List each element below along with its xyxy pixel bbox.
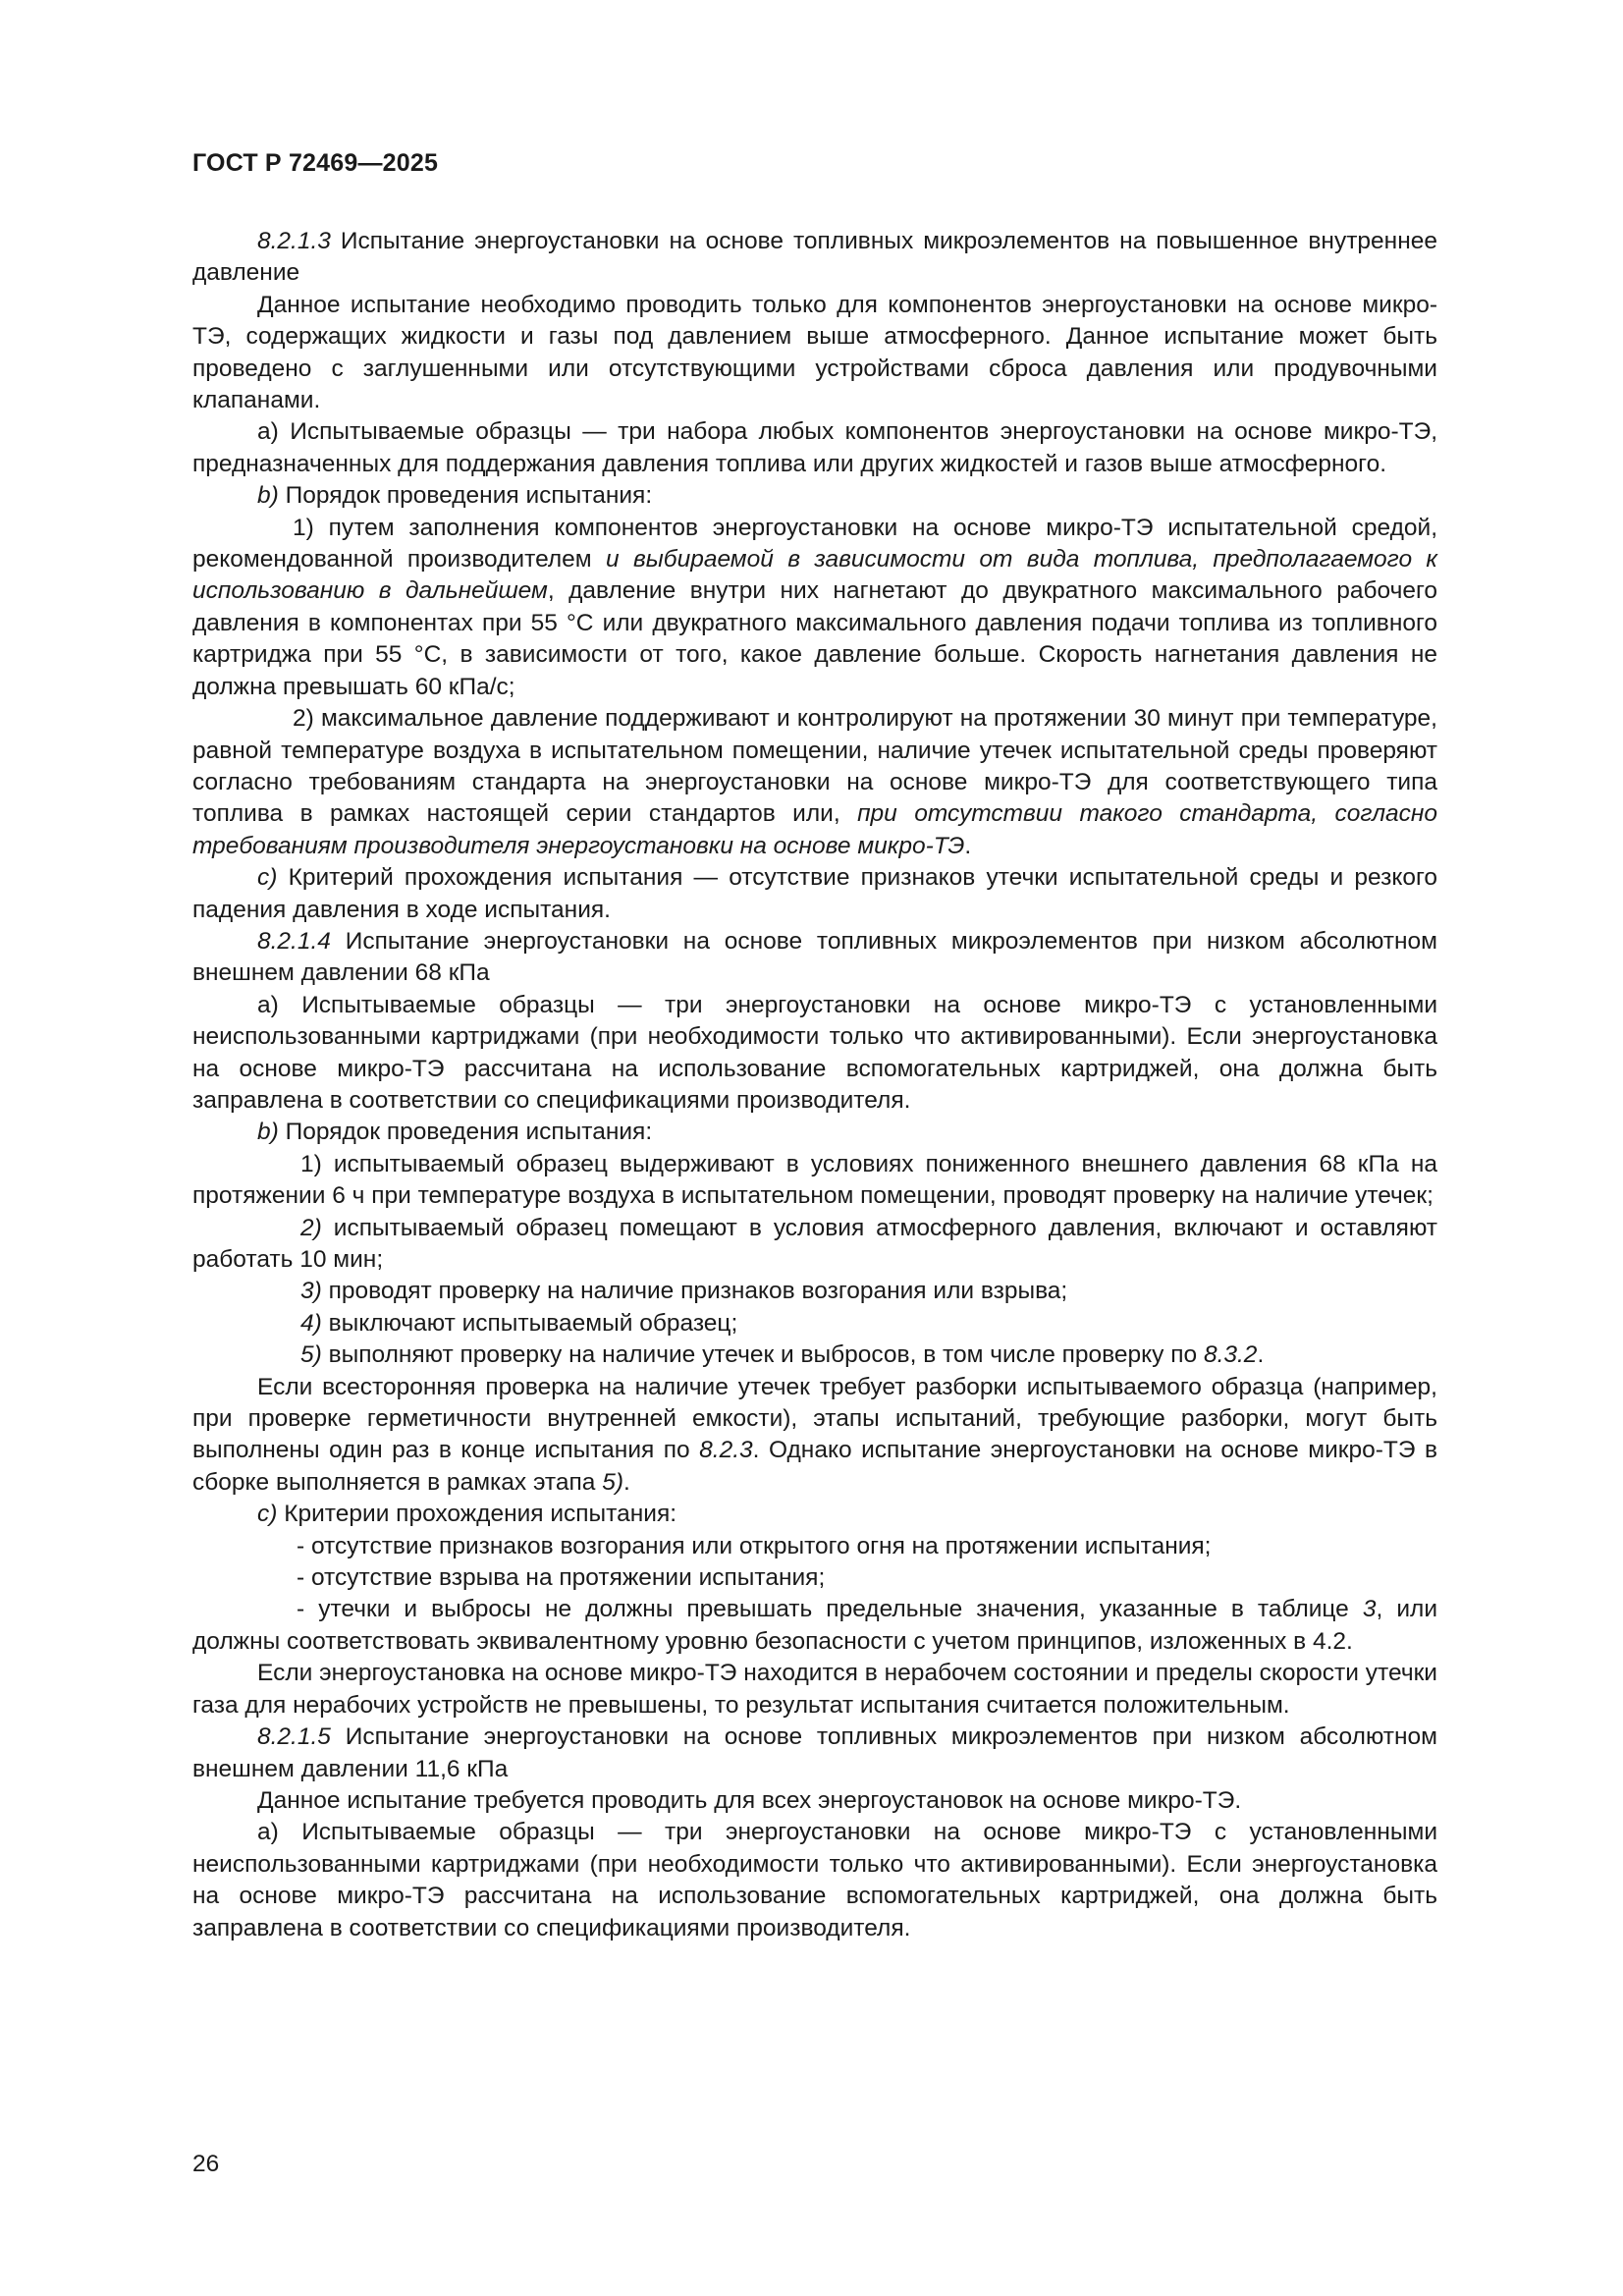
section-number: 8.2.1.5 (257, 1723, 331, 1751)
list-item-a (192, 1817, 1437, 1944)
paragraph-text: . (964, 832, 972, 859)
list-item-c (192, 1499, 1437, 1530)
page-number: 26 (192, 2151, 220, 2177)
list-item-a (192, 990, 1437, 1118)
paragraph-text: 2) максимальное давление поддерживают и контролируют на протяжении 30 минут при температуре, равной температуре воздуха в испытательном помещении, наличие утечек испытательной среды проверяют согласно требованиям стандарта на энергоустановки на основе микро-ТЭ для соответствующего типа топлива в рамках настоящей серии стандартов или, (192, 705, 1437, 828)
list-item-a (192, 416, 1437, 480)
paragraph-text: , или должны соответствовать эквивалентному уровню безопасности с учетом принципов, изложенных в 4.2. (192, 1596, 1437, 1655)
paragraph-text: испытываемый образец помещают в условия атмосферного давления, включают и оставляют работать 10 мин; (192, 1214, 1437, 1273)
paragraph-text: , давление внутри них нагнетают до двукратного максимального рабочего давления в компонентах при 55 °С или двукратного максимального давления подачи топлива из топливного картриджа при 55 °С, в зависимости от того, какое давление больше. Скорость нагнетания давления не должна превышать 60 кПа/с; (192, 577, 1437, 700)
list-item-1 (192, 1149, 1437, 1213)
paragraph-text: Если энергоустановка на основе микро-ТЭ находится в нерабочем состоянии и пределы скорости утечки газа для нерабочих устройств не превышены, то результат испытания считается положительным. (192, 1660, 1437, 1719)
clause-reference: 8.2.3 (699, 1437, 753, 1464)
paragraph-text: Если всесторонняя проверка на наличие утечек требует разборки испытываемого образца (например, при проверке герметичности внутренней емкости), этапы испытаний, требующие разборки, могут быть выполнены один раз в конце испытания по (192, 1373, 1437, 1464)
paragraph (192, 1658, 1437, 1722)
document-body (192, 226, 1437, 1944)
paragraph-text: . (1257, 1341, 1265, 1369)
section-heading-8-2-1-4 (192, 926, 1437, 990)
list-item-2 (192, 1213, 1437, 1277)
paragraph-text: Критерий прохождения испытания — отсутствие признаков утечки испытательной среды и резкого падения давления в ходе испытания. (192, 864, 1437, 923)
list-item-c (192, 862, 1437, 926)
list-item-5 (192, 1339, 1437, 1371)
paragraph-text: Данное испытание требуется проводить для всех энергоустановок на основе микро-ТЭ. (257, 1786, 1242, 1814)
clause-reference: 8.3.2 (1203, 1341, 1258, 1369)
list-marker: 4) (300, 1309, 322, 1337)
paragraph-text: выполняют проверку на наличие утечек и выбросов, в том числе проверку по (321, 1341, 1204, 1369)
paragraph-text: Данное испытание необходимо проводить только для компонентов энергоустановки на основе микро-ТЭ, содержащих жидкости и газы под давлением выше атмосферного. Данное испытание может быть проведено с заглушенными или отсутствующими устройствами сброса давления или продувочными клапанами. (192, 291, 1437, 414)
paragraph-text: - отсутствие признаков возгорания или открытого огня на протяжении испытания; (297, 1532, 1212, 1559)
list-marker: 2) (300, 1214, 322, 1241)
paragraph-text: Порядок проведения испытания: (278, 1119, 653, 1146)
italic-text: и выбираемой в зависимости от вида топлива, предполагаемого к использованию в дальнейшем (192, 546, 1437, 605)
step-reference: 5) (602, 1468, 624, 1496)
section-heading-8-2-1-3 (192, 226, 1437, 290)
paragraph-text: - отсутствие взрыва на протяжении испытания; (297, 1564, 826, 1592)
paragraph-text: проводят проверку на наличие признаков возгорания или взрыва; (321, 1278, 1068, 1305)
italic-text: при отсутствии такого стандарта, согласно требованиям производителя энергоустановки на основе микро-ТЭ (192, 800, 1438, 859)
list-item-2 (192, 703, 1437, 862)
list-marker: 5) (300, 1341, 322, 1369)
table-reference: 3 (1362, 1596, 1377, 1623)
list-marker: b) (257, 1119, 279, 1146)
paragraph-text: Порядок проведения испытания: (278, 482, 653, 510)
paragraph-text: а) Испытываемые образцы — три набора любых компонентов энергоустановки на основе микро-ТЭ, предназначенных для поддержания давления топлива или других жидкостей и газов выше атмосферного. (192, 418, 1437, 477)
list-marker: c) (257, 1501, 278, 1528)
paragraph (192, 1785, 1437, 1817)
dash-list-item (192, 1531, 1437, 1562)
dash-list-item (192, 1562, 1437, 1594)
dash-list-item (192, 1594, 1437, 1658)
paragraph-text: выключают испытываемый образец; (321, 1309, 738, 1337)
section-title: Испытание энергоустановки на основе топливных микроэлементов на повышенное внутреннее давление (192, 228, 1437, 287)
section-title: Испытание энергоустановки на основе топливных микроэлементов при низком абсолютном внешнем давлении 11,6 кПа (192, 1723, 1437, 1782)
list-marker: 3) (300, 1278, 322, 1305)
section-number: 8.2.1.4 (257, 927, 331, 955)
paragraph-text: . (623, 1468, 630, 1496)
list-item-1 (192, 513, 1437, 703)
section-title: Испытание энергоустановки на основе топливных микроэлементов при низком абсолютном внешнем давлении 68 кПа (192, 927, 1437, 987)
list-item-b (192, 480, 1437, 512)
paragraph (192, 290, 1437, 417)
section-heading-8-2-1-5 (192, 1722, 1437, 1785)
list-item-b (192, 1117, 1437, 1148)
paragraph (192, 1372, 1437, 1500)
paragraph-text: . Однако испытание энергоустановки на основе микро-ТЭ в сборке выполняется в рамках этапа (192, 1437, 1437, 1496)
list-marker: c) (257, 864, 278, 892)
section-number: 8.2.1.3 (257, 228, 331, 254)
paragraph-text: - утечки и выбросы не должны превышать предельные значения, указанные в таблице (297, 1596, 1363, 1623)
paragraph-text: 1) путем заполнения компонентов энергоустановки на основе микро-ТЭ испытательной средой, рекомендованной производителем (192, 514, 1437, 574)
standard-code-header: ГОСТ Р 72469—2025 (192, 149, 439, 177)
list-marker: b) (257, 482, 279, 510)
paragraph-text: Критерии прохождения испытания: (277, 1501, 677, 1528)
paragraph-text: 1) испытываемый образец выдерживают в условиях пониженного внешнего давления 68 кПа на протяжении 6 ч при температуре воздуха в испытательном помещении, проводят проверку на наличие утечек; (192, 1150, 1437, 1210)
list-item-3 (192, 1276, 1437, 1307)
paragraph-text: а) Испытываемые образцы — три энергоустановки на основе микро-ТЭ с установленными неиспользованными картриджами (при необходимости только что активированными). Если энергоустановка на основе микро-ТЭ рассчитана на использование вспомогательных картриджей, она должна быть заправлена в соответствии со спецификациями производителя. (192, 991, 1437, 1114)
list-item-4 (192, 1308, 1437, 1339)
paragraph-text: а) Испытываемые образцы — три энергоустановки на основе микро-ТЭ с установленными неиспользованными картриджами (при необходимости только что активированными). Если энергоустановка на основе микро-ТЭ рассчитана на использование вспомогательных картриджей, она должна быть заправлена в соответствии со спецификациями производителя. (192, 1819, 1437, 1941)
